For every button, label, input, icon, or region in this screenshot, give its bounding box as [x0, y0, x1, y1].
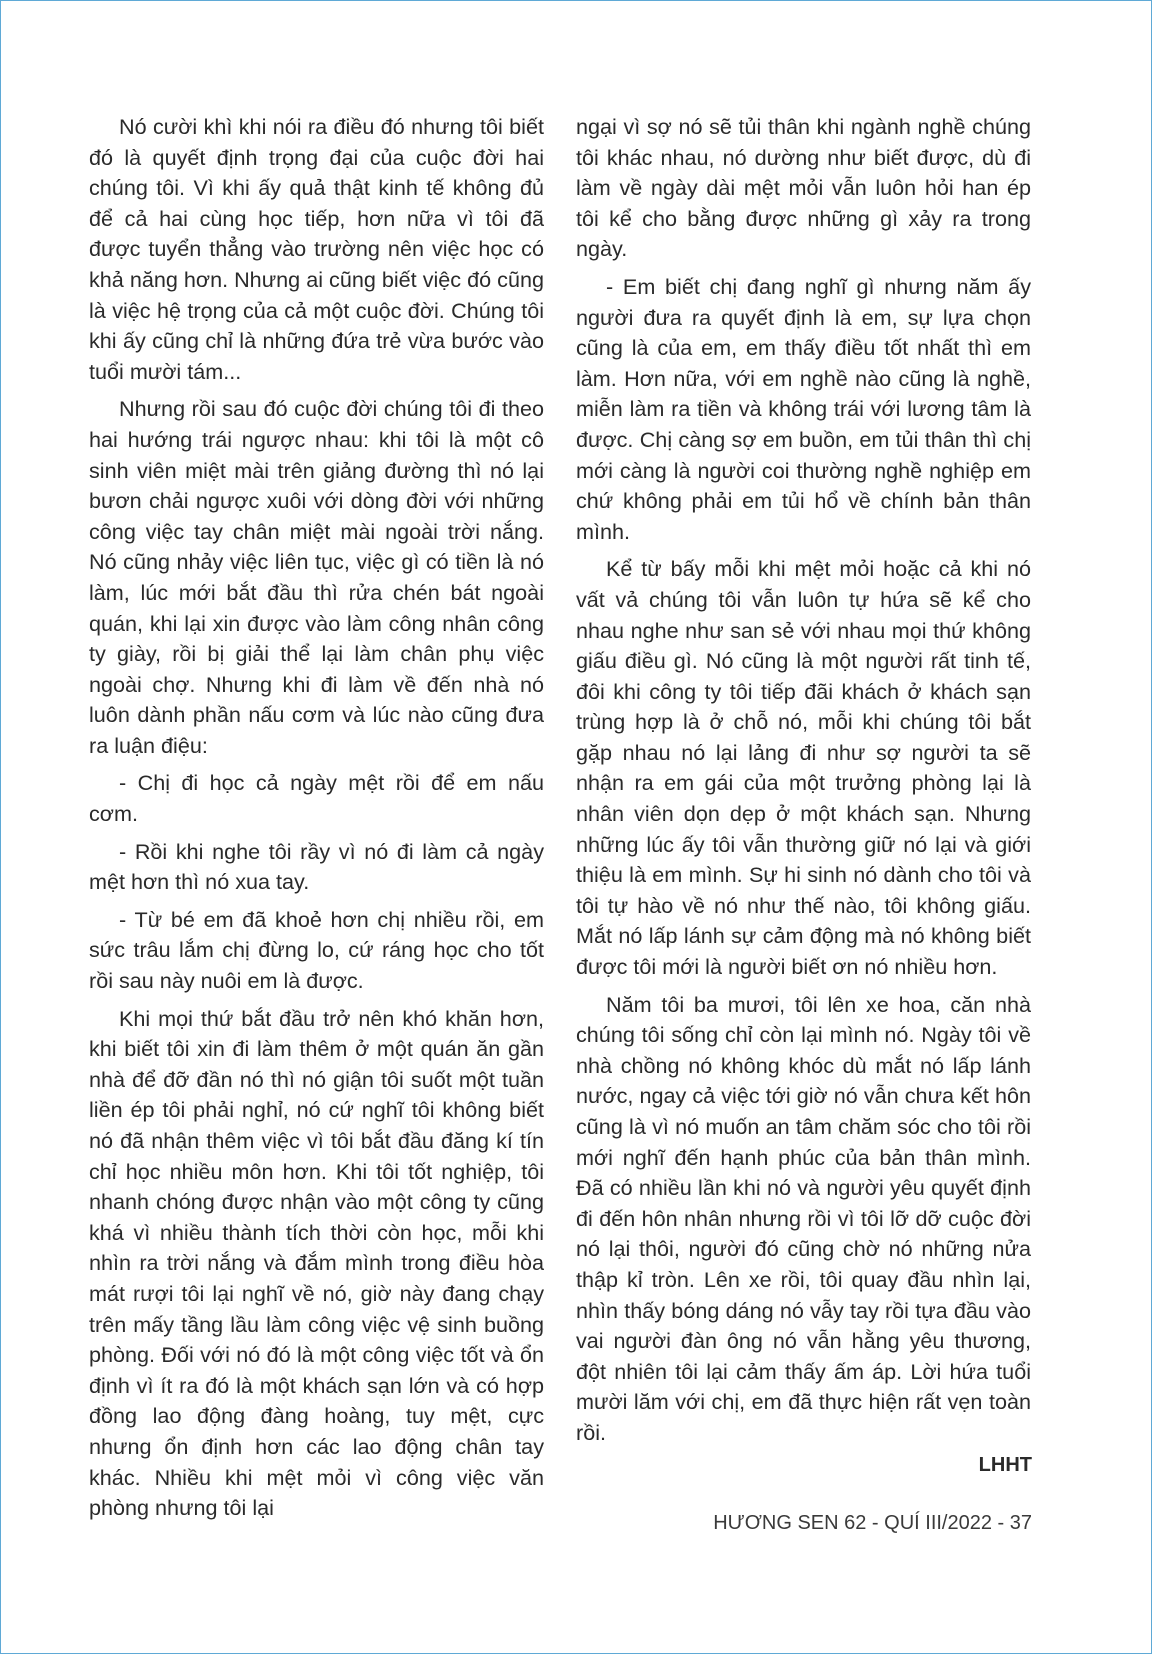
article-column-left [89, 112, 544, 1531]
dialogue-line: - Từ bé em đã khoẻ hơn chị nhiều rồi, em sức trâu lắm chị đừng lo, cứ ráng học cho tốt rồi sau này nuôi em là được. [89, 906, 544, 994]
page-footer: HƯƠNG SEN 62 - QUÍ III/2022 - 37 [713, 1512, 1032, 1534]
paragraph: Năm tôi ba mươi, tôi lên xe hoa, căn nhà chúng tôi sống chỉ còn lại mình nó. Ngày tôi về nhà chồng nó không khóc dù mắt nó lấp lánh nước, ngay cả việc tới giờ nó vẫn chưa kết hôn cũng là vì nó muốn an tâm chăm sóc cho tôi rồi mới nghĩ đến hạnh phúc của bản thân mình. Đã có nhiều lần khi nó và người yêu quyết định đi đến hôn nhân nhưng rồi vì tôi lỡ dỡ cuộc đời nó lại thôi, người đó cũng chờ nó những nửa thập kỉ tròn. Lên xe rồi, tôi quay đầu nhìn lại, nhìn thấy bóng dáng nó vẫy tay rồi tựa đầu vào vai người đàn ông nó vẫn hằng yêu thương, đột nhiên tôi lại cảm thấy ấm áp. Lời hứa tuổi mười lăm với chị, em đã thực hiện rất vẹn toàn rồi. [576, 991, 1031, 1445]
article-column-right [576, 112, 1031, 1456]
dialogue-line: - Em biết chị đang nghĩ gì nhưng năm ấy người đưa ra quyết định là em, sự lựa chọn cũng là của em, em thấy điều tốt nhất thì em làm. Hơn nữa, với em nghề nào cũng là nghề, miễn làm ra tiền và không trái với lương tâm là được. Chị càng sợ em buồn, em tủi thân thì chị mới càng là người coi thường nghề nghiệp em chứ không phải em tủi hổ về chính bản thân mình. [576, 273, 1031, 544]
dialogue-line: - Rồi khi nghe tôi rầy vì nó đi làm cả ngày mệt hơn thì nó xua tay. [89, 838, 544, 895]
author-signature: LHHT [978, 1454, 1032, 1476]
paragraph-continued: ngại vì sợ nó sẽ tủi thân khi ngành nghề chúng tôi khác nhau, nó dường như biết được, dù đi làm về ngày dài mệt mỏi vẫn luôn hỏi han ép tôi kể cho bằng được những gì xảy ra trong ngày. [576, 114, 1031, 262]
paragraph: Kể từ bấy mỗi khi mệt mỏi hoặc cả khi nó vất vả chúng tôi vẫn luôn tự hứa sẽ kể cho nhau nghe như san sẻ với nhau mọi thứ không giấu điều gì. Nó cũng là một người rất tinh tế, đôi khi công ty tôi tiếp đãi khách ở khách sạn trùng hợp là ở chỗ nó, mỗi khi chúng tôi bắt gặp nhau nó lại lảng đi như sợ người ta sẽ nhận ra em gái của một trưởng phòng lại là nhân viên dọn dẹp ở một khách sạn. Nhưng những lúc ấy tôi vẫn thường giữ nó lại và giới thiệu là em mình. Sự hi sinh nó dành cho tôi và tôi tự hào về nó như thế nào, tôi không giấu. Mắt nó lấp lánh sự cảm động mà nó không biết được tôi mới là người biết ơn nó nhiều hơn. [576, 556, 1031, 980]
paragraph: Khi mọi thứ bắt đầu trở nên khó khăn hơn, khi biết tôi xin đi làm thêm ở một quán ăn gần nhà để đỡ đần nó thì nó giận tôi suốt một tuần liền ép tôi phải nghỉ, nó cứ nghĩ tôi không biết nó đã nhận thêm việc vì tôi bắt đầu đăng kí tín chỉ học nhiều môn hơn. Khi tôi tốt nghiệp, tôi nhanh chóng được nhận vào một công ty cũng khá vì nhiều thành tích thời còn học, mỗi khi nhìn ra trời nắng và đắm mình trong điều hòa mát rượi tôi lại nghĩ về nó, giờ này đang chạy trên mấy tầng lầu làm công việc vệ sinh buồng phòng. Đối với nó đó là một công việc tốt và ổn định vì ít ra đó là một khách sạn lớn và có hợp đồng lao động đàng hoàng, tuy mệt, cực nhưng ổn định hơn các lao động chân tay khác. Nhiều khi mệt mỏi vì công việc văn phòng nhưng tôi lại [89, 1005, 544, 1521]
paragraph: Nó cười khì khi nói ra điều đó nhưng tôi biết đó là quyết định trọng đại của cuộc đời hai chúng tôi. Vì khi ấy quả thật kinh tế không đủ để cả hai cùng học tiếp, hơn nữa vì tôi đã được tuyển thẳng vào trường nên việc học có khả năng hơn. Nhưng ai cũng biết việc đó cũng là việc hệ trọng của cả một cuộc đời. Chúng tôi khi ấy cũng chỉ là những đứa trẻ vừa bước vào tuổi mười tám... [89, 114, 544, 384]
dialogue-line: - Chị đi học cả ngày mệt rồi để em nấu cơm. [89, 770, 544, 827]
paragraph: Nhưng rồi sau đó cuộc đời chúng tôi đi theo hai hướng trái ngược nhau: khi tôi là một cô sinh viên miệt mài trên giảng đường thì nó lại bươn chải ngược xuôi với dòng đời với những công việc tay chân miệt mài ngoài trời nắng. Nó cũng nhảy việc liên tục, việc gì có tiền là nó làm, lúc mới bắt đầu thì rửa chén bát ngoài quán, khi lại xin được vào làm công nhân công ty giày, rồi bị giải thể lại làm chân phụ việc ngoài chợ. Nhưng khi đi làm về đến nhà nó luôn dành phần nấu cơm và lúc nào cũng đưa ra luận điệu: [89, 396, 544, 758]
